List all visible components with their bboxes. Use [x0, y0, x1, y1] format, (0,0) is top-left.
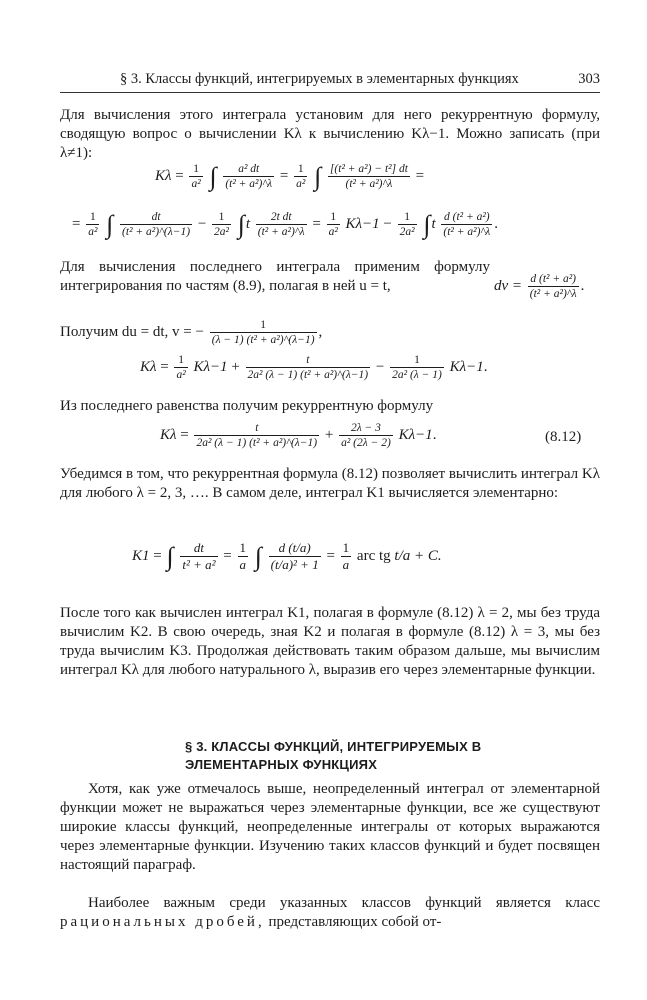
formula-k1: K1 = ∫ $\frac{dt}{\text{t² + a²}}$ = $\frac{1}{a}$ ∫ $\frac{d (t/a)}{\text{(t/a)² + 1}}$ = $\frac{1}{a}$ arc tg t/a + C. — [132, 540, 442, 572]
page-number: 303 — [578, 71, 600, 87]
section-heading-line-2: ЭЛЕМЕНТАРНЫХ ФУНКЦИЯХ — [185, 757, 378, 772]
paragraph-1: Для вычисления этого интеграла установим для него рекуррентную формулу, сводящую вопрос о вычислении Kλ к вычислению Kλ−1. Можно записать (при λ≠1): — [60, 107, 600, 161]
equation-number: (8.12) — [545, 429, 582, 445]
paragraph-4: Из последнего равенства получим рекуррентную формулу — [60, 398, 434, 414]
formula-v: Получим du = dt, v = − $\frac{1}{\text{(λ − 1) (t² + a²)\textasciicircum{}(λ−1)}}$ , — [60, 319, 323, 346]
paragraph-8 — [60, 894, 600, 932]
paragraph-5: Убедимся в том, что рекуррентная формула (8.12) позволяет вычислить интеграл Kλ для любого λ = 2, 3, …. В самом деле, интеграл K1 вычисляется элементарно: — [60, 466, 600, 501]
paragraph-8-end: представляющих собой от- — [268, 914, 442, 930]
paragraph-2: Для вычисления последнего интеграла применим формулу интегрирования по частям (8.9), полагая в ней u = t, — [60, 259, 490, 294]
paragraph-7: Хотя, как уже отмечалось выше, неопределенный интеграл от элементарной функции может не выражаться через элементарные функции, все же существуют широкие классы функций, неопределенные интегралы от которых выражаются через элементарные функции. Изучению таких классов функций и будет посвящен настоящий параграф. — [60, 781, 600, 873]
formula-k-lambda-2: = $\frac{1}{\text{a²}}$ ∫ $\frac{dt}{\text{(t² + a²)\textasciicircum{}(λ−1)}}$ − $\frac{1}{\text{2a²}}$ ∫t $\frac{\text{2t dt}}{\text{(t² + a²)\textasciicircum{}λ}}$ = $\frac{1}{\text{a²}}$ Kλ−1 − $\frac{1}{\text{2a²}}$ ∫t $\frac{\text{d (t² + a²)}}{\text{(t² + a²)\textasciicircum{}λ}}$ . — [72, 209, 498, 239]
formula-k-lambda-3: Kλ = $\frac{1}{\text{a²}}$ Kλ−1 + $\frac{t}{\text{2a² (λ − 1) (t² + a²)\textasciicircum{}(λ−1)}}$ − $\frac{1}{\text{2a² (λ − 1)}}$ Kλ−1. — [140, 354, 488, 381]
running-title: § 3. Классы функций, интегрируемых в элементарных функциях — [120, 71, 519, 87]
formula-k-lambda-1: Kλ = $\frac{1}{\text{a²}}$ ∫ $\frac{\text{a² dt}}{\text{(t² + a²)\textasciicircum{}λ}}$ = $\frac{1}{\text{a²}}$ ∫ $\frac{\text{[(t² + a²) − t²] dt}}{\text{(t² + a²)\textasciicircum{}λ}}$ = — [155, 161, 425, 191]
paragraph-8-emphasis: рациональных дробей, — [60, 914, 265, 930]
paragraph-8-start: Наиболее важным среди указанных классов функций является класс — [88, 895, 600, 911]
formula-recurrence: Kλ = $\frac{t}{\text{2a² (λ − 1) (t² + a²)\textasciicircum{}(λ−1)}}$ + $\frac{2\lambda - 3}{\text{a² (2λ − 2)}}$ Kλ−1. — [160, 422, 437, 449]
section-heading-line-1: § 3. КЛАССЫ ФУНКЦИЙ, ИНТЕГРИРУЕМЫХ В — [185, 739, 482, 754]
paragraph-6: После того как вычислен интеграл K1, полагая в формуле (8.12) λ = 2, мы без труда вычислим K2. В свою очередь, зная K2 и полагая в формуле (8.12) λ = 3, мы без труда вычислим K3. Продолжая действовать таким образом дальше, мы вычислим интеграл Kλ для любого натурального λ, выразив его через элементарные функции. — [60, 605, 600, 678]
running-header — [60, 68, 600, 90]
formula-dv: dv = $\frac{\text{d (t² + a²)}}{\text{(t² + a²)\textasciicircum{}λ}}$ . — [494, 273, 585, 300]
header-rule — [60, 92, 600, 93]
